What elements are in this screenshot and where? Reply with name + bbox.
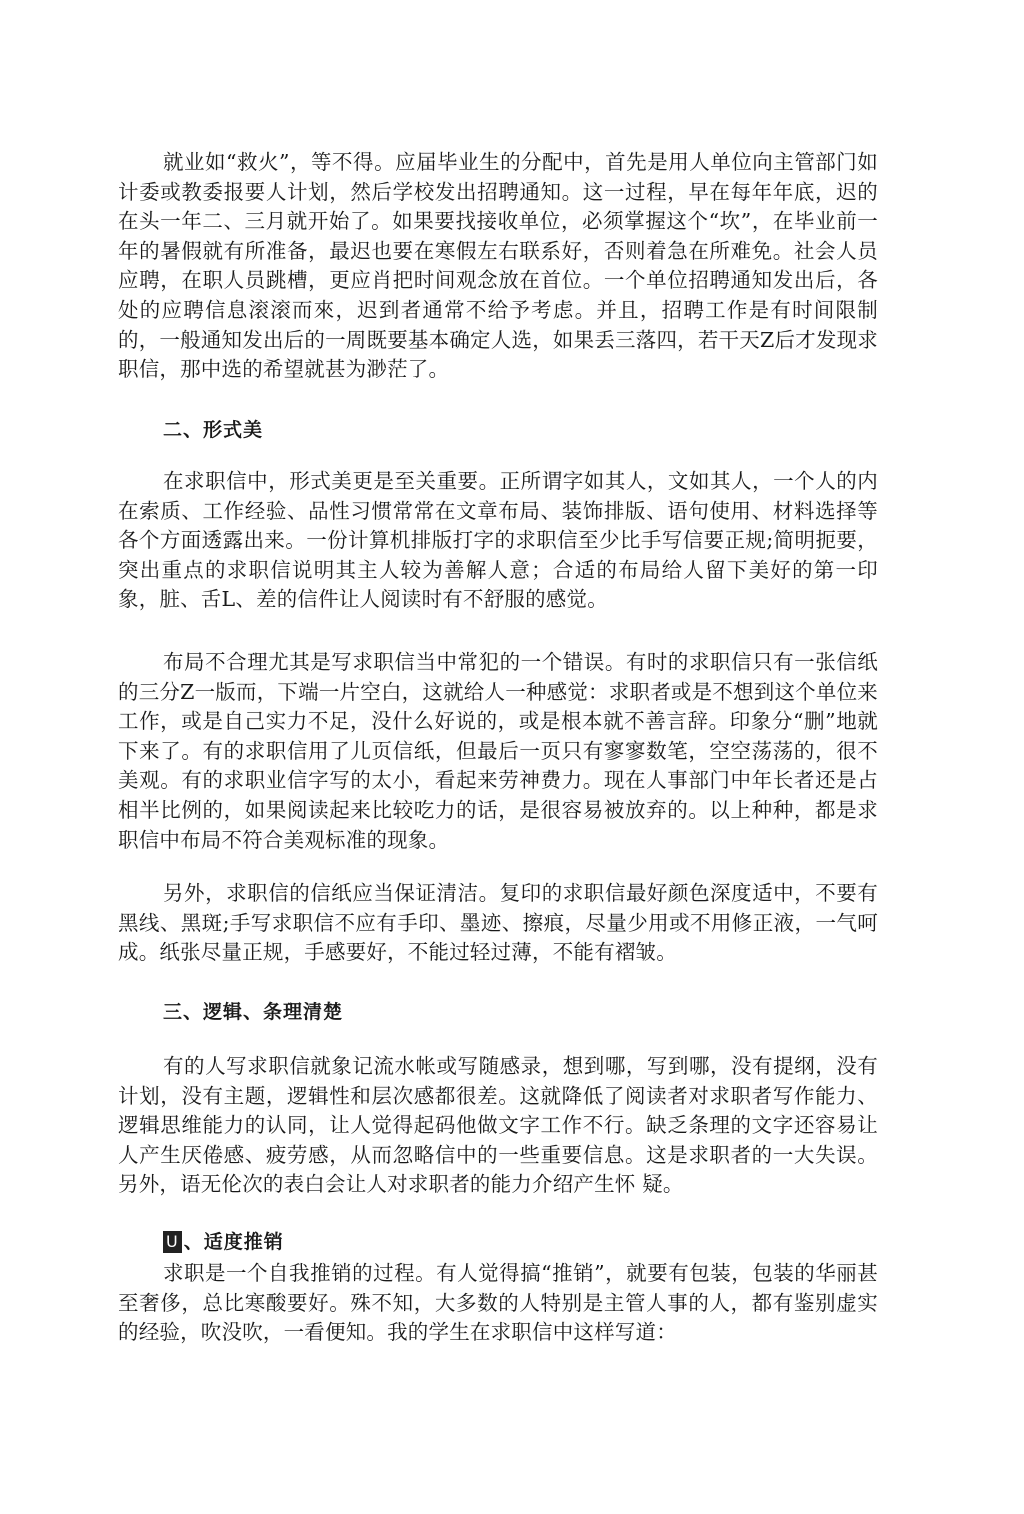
paragraph-cleanliness: 另外，求职信的信纸应当保证清洁。复印的求职信最好颜色深度适中，不要有黑线、黑斑;手写求职信不应有手印、墨迹、擦痕，尽量少用或不用修正液，一气呵成。纸张尽量正规，手感要好，不能过轻过薄，不能有褶皱。 bbox=[118, 881, 878, 965]
paragraph-layout-errors: 布局不合理尤其是写求职信当中常犯的一个错误。有时的求职信只有一张信纸的三分Z一版而，下端一片空白，这就给人一种感觉：求职者或是不想到这个单位来工作，或是自己实力不足，没什么好说的，或是根本就不善言辞。印象分“删”地就下来了。有的求职信用了儿页信纸，但最后一页只有寥寥数笔，空空荡荡的，很不美观。有的求职业信字写的太小，看起来劳神费力。现在人事部门中年长者还是占相半比例的，如果阅读起来比较吃力的话，是很容易被放弃的。以上种种，都是求职信中布局不符合美观标准的现象。 bbox=[118, 650, 878, 852]
section-heading-logic: 三、逻辑、条理清楚 bbox=[163, 1001, 344, 1023]
paragraph-self-promotion: 求职是一个自我推销的过程。有人觉得搞“推销”，就要有包装，包装的华丽甚至奢侈，总比寒酸要好。殊不知，大多数的人特别是主管人事的人，都有鉴别虚实的经验，吹没吹，一看便知。我的学生在求职信中这样写道： bbox=[118, 1261, 878, 1345]
paragraph-job-timing: 就业如“救火”，等不得。应届毕业生的分配中，首先是用人单位向主管部门如计委或教委报要人计划，然后学校发出招聘通知。这一过程，早在每年年底，迟的在头一年二、三月就开始了。如果要找接收单位，必须掌握这个“坎”，在毕业前一年的暑假就有所准备，最迟也要在寒假左右联系好，否则着急在所难免。社会人员应聘，在职人员跳槽，更应肖把时间观念放在首位。一个单位招聘通知发出后，各处的应聘信息滚滚而來，迟到者通常不给予考虑。并且，招聘工作是有时间限制的，一般通知发出后的一周既要基本确定人选，如果丢三落四，若干天Z后才发现求职信，那中选的希望就甚为渺茫了。 bbox=[118, 150, 878, 382]
section-heading-form-beauty: 二、形式美 bbox=[163, 419, 264, 441]
heading-text: 、适度推销 bbox=[183, 1231, 284, 1253]
heading-number-box: U bbox=[163, 1231, 182, 1253]
section-heading-self-promotion bbox=[163, 1229, 284, 1255]
paragraph-logic: 有的人写求职信就象记流水帐或写随感录，想到哪，写到哪，没有提纲，没有计划，没有主题，逻辑性和层次感都很差。这就降低了阅读者对求职者写作能力、逻辑思维能力的认同，让人觉得起码他做文字工作不行。缺乏条理的文字还容易让人产生厌倦感、疲劳感，从而忽略信中的一些重要信息。这是求职者的一大失误。另外，语无伦次的表白会让人对求职者的能力介绍产生怀 疑。 bbox=[118, 1054, 878, 1197]
paragraph-form-beauty: 在求职信中，形式美更是至关重要。正所谓字如其人，文如其人，一个人的内在索质、工作经验、品性习惯常常在文章布局、装饰排版、语句使用、材料选择等各个方面透露出来。一份计算机排版打字的求职信至少比手写信要正规;简明扼要，突出重点的求职信说明其主人较为善解人意；合适的布局给人留下美好的第一印象，脏、舌L、差的信件让人阅读时有不舒服的感觉。 bbox=[118, 469, 878, 612]
